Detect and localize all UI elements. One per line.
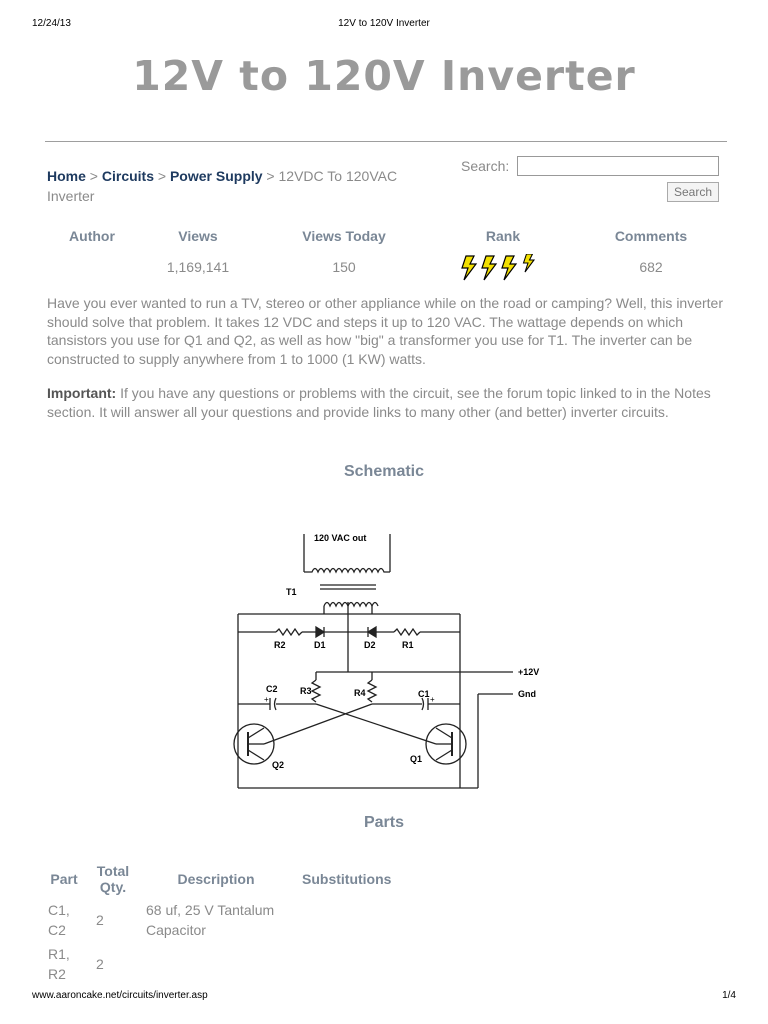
lightning-bolt-icon xyxy=(462,256,476,280)
stat-value-author xyxy=(32,259,152,279)
diode-d1 xyxy=(316,627,324,637)
c2-plus: + xyxy=(264,695,269,704)
stat-value-comments: 682 xyxy=(639,259,663,275)
transistor-q2-lead xyxy=(248,750,264,760)
header-divider xyxy=(45,141,727,142)
parts-col-description: Description xyxy=(177,871,255,887)
label-r2: R2 xyxy=(274,640,286,650)
breadcrumb-circuits-link[interactable]: Circuits xyxy=(101,168,154,184)
transformer-secondary-coil xyxy=(304,569,390,573)
transistor-q2-lead xyxy=(248,728,264,738)
lightning-bolt-half-icon xyxy=(524,254,535,272)
part-description xyxy=(138,942,294,986)
part-qty: 2 xyxy=(96,912,104,928)
important-label: Important: xyxy=(47,385,117,401)
table-row xyxy=(40,942,399,986)
parts-col-part: Part xyxy=(50,871,78,887)
label-c2: C2 xyxy=(266,684,278,694)
rank-bolts xyxy=(443,254,563,274)
resistor-r2 xyxy=(276,629,302,635)
parts-col-qty: Total Qty. xyxy=(96,863,130,895)
parts-heading: Parts xyxy=(363,814,405,831)
part-id: C1, C2 xyxy=(48,902,70,938)
transformer-primary-coil xyxy=(324,603,378,607)
lightning-bolt-icon xyxy=(482,256,496,280)
breadcrumb-home-link[interactable]: Home xyxy=(47,168,86,184)
lightning-bolt-icon xyxy=(502,256,516,280)
stat-value-views-today: 150 xyxy=(332,259,356,275)
site-title: 12V to 120V Inverter xyxy=(132,52,636,100)
transistor-q1-lead xyxy=(436,728,452,738)
label-plus12v: +12V xyxy=(518,667,540,677)
breadcrumb-power-supply-link[interactable]: Power Supply xyxy=(169,168,263,184)
important-note xyxy=(47,384,725,421)
resistor-r1 xyxy=(394,629,420,635)
stat-header-comments: Comments xyxy=(614,228,688,244)
part-description: 68 uf, 25 V Tantalum Capacitor xyxy=(146,902,275,938)
breadcrumb-separator: > xyxy=(154,168,170,184)
print-header xyxy=(32,18,736,32)
stat-header-views: Views xyxy=(178,228,218,244)
c1-plus: + xyxy=(430,695,435,704)
search-input[interactable] xyxy=(517,156,719,176)
label-r4: R4 xyxy=(354,688,366,698)
important-text: If you have any questions or problems with the circuit, see the forum topic linked to in the Notes section. It will answer all your questions and provide links to many other (and better) inverter circuits. xyxy=(47,385,711,420)
label-c1: C1 xyxy=(418,689,430,699)
cross-wire xyxy=(316,704,436,744)
breadcrumb-current: 12VDC To 120VAC Inverter xyxy=(47,168,398,204)
print-page-title: 12V to 120V Inverter xyxy=(338,18,430,29)
label-q2: Q2 xyxy=(272,760,285,770)
schematic-heading: Schematic xyxy=(343,463,425,480)
breadcrumb-separator: > xyxy=(262,168,279,184)
search-label: Search: xyxy=(461,158,510,174)
capacitor-c1 xyxy=(422,698,424,710)
transistor-q1-lead xyxy=(436,750,452,760)
resistor-r4 xyxy=(368,680,376,702)
breadcrumb-separator: > xyxy=(85,168,102,184)
stat-views xyxy=(138,228,258,279)
intro-paragraph: Have you ever wanted to run a TV, stereo or other appliance while on the road or camping? Well, this inverter should solve that problem. It takes 12 VDC and steps it up to 120 VAC. The wattage depends on which tansistors you use for Q1 and Q2, as well as how "big" a transformer you use for T1. The inverter can be constructed to supply anywhere from 1 to 1000 (1 KW) watts. xyxy=(47,295,724,367)
stat-header-rank: Rank xyxy=(485,228,521,244)
label-120vac-out: 120 VAC out xyxy=(314,533,367,543)
table-row xyxy=(40,898,399,942)
part-id: R1, R2 xyxy=(48,946,70,982)
label-r3: R3 xyxy=(300,686,312,696)
part-qty: 2 xyxy=(96,956,104,972)
label-q1: Q1 xyxy=(410,754,423,764)
stat-rank xyxy=(443,228,563,274)
stat-views-today xyxy=(284,228,404,279)
rank-bolt-icons xyxy=(458,254,548,282)
print-footer xyxy=(32,990,736,1004)
inverter-schematic xyxy=(228,522,558,794)
stat-comments xyxy=(591,228,711,279)
capacitor-c2 xyxy=(275,698,277,710)
parts-header-row xyxy=(40,860,399,898)
print-url: www.aaroncake.net/circuits/inverter.asp xyxy=(32,990,208,1001)
label-d2: D2 xyxy=(364,640,376,650)
label-d1: D1 xyxy=(314,640,326,650)
stat-header-author: Author xyxy=(69,228,115,244)
cross-wire xyxy=(264,704,372,744)
breadcrumb xyxy=(47,166,447,206)
resistor-r3 xyxy=(312,680,320,702)
stat-header-views-today: Views Today xyxy=(302,228,386,244)
label-r1: R1 xyxy=(402,640,414,650)
parts-table xyxy=(40,860,399,986)
search-button[interactable]: Search xyxy=(667,182,719,202)
print-page-number: 1/4 xyxy=(722,990,736,1001)
print-date: 12/24/13 xyxy=(32,18,71,29)
stat-value-views: 1,169,141 xyxy=(166,259,230,275)
part-substitutions xyxy=(294,898,399,942)
parts-col-substitutions: Substitutions xyxy=(302,871,392,887)
part-substitutions xyxy=(294,942,399,986)
label-t1: T1 xyxy=(286,587,297,597)
label-gnd: Gnd xyxy=(518,689,536,699)
diode-d2 xyxy=(368,627,376,637)
stat-author xyxy=(32,228,152,279)
